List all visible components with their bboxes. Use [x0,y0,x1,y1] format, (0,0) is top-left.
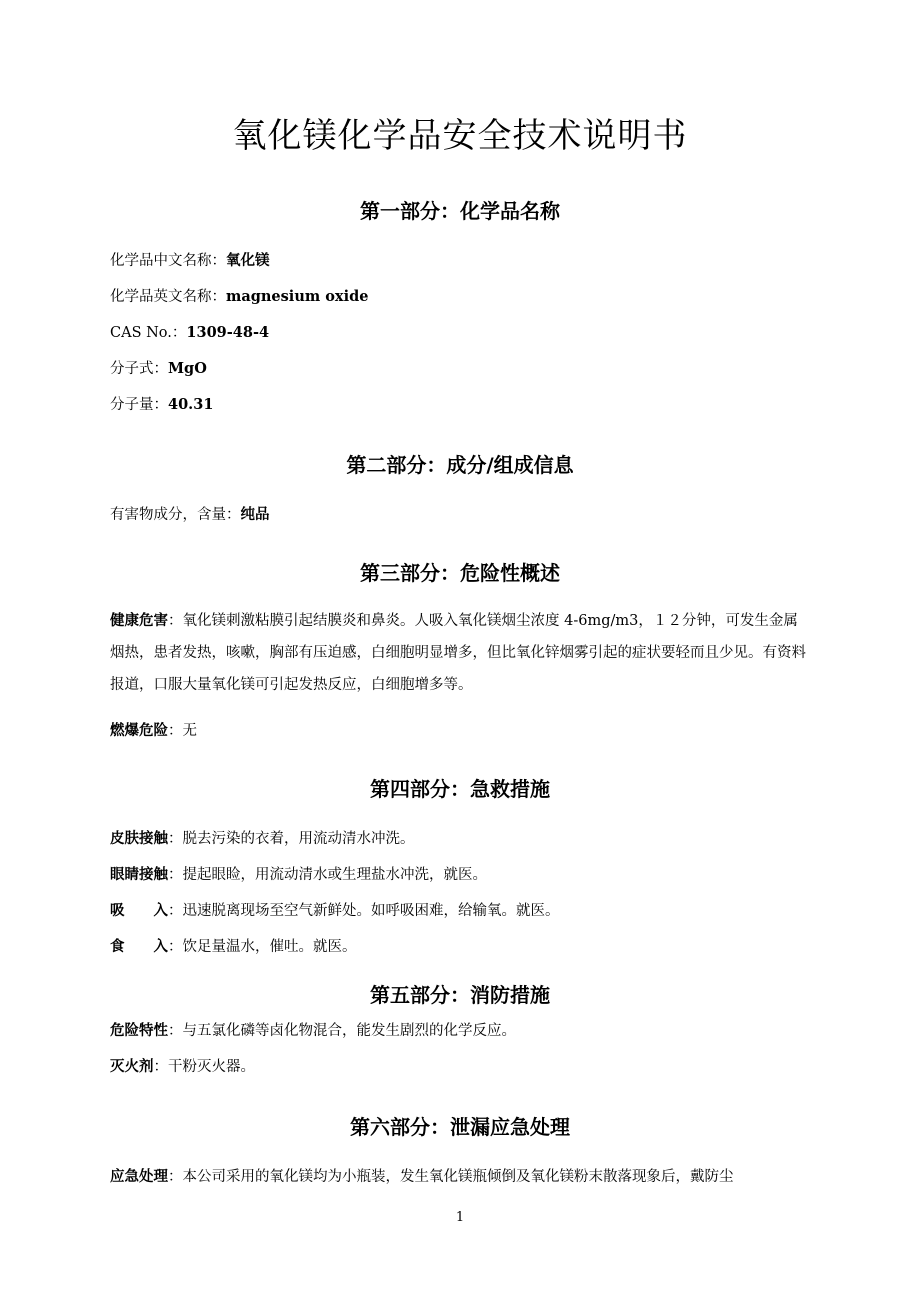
field-value: 40.31 [168,396,214,413]
health-hazard-paragraph [110,605,810,701]
field-value: MgO [168,360,207,377]
field-label: 应急处理 [110,1168,168,1185]
field-text: ：饮足量温水，催吐。就医。 [168,939,357,955]
field-label: 燃爆危险 [110,722,168,739]
field-label: 灭火剂 [110,1058,154,1075]
field-cas [110,323,810,343]
field-label: 皮肤接触 [110,830,168,847]
field-value: 氧化镁 [226,252,270,269]
section-6-heading: 第六部分：泄漏应急处理 [350,1115,570,1139]
field-label: 化学品中文名称： [110,253,226,269]
field-text: ：脱去污染的衣着，用流动清水冲洗。 [168,831,415,847]
field-value: 1309-48-4 [186,324,270,341]
section-4-heading: 第四部分：急救措施 [370,777,550,801]
field-label: 危险特性 [110,1022,168,1039]
section-1-heading: 第一部分：化学品名称 [360,199,560,223]
field-label: 有害物成分，含量： [110,507,241,523]
field-mol-weight [110,395,810,415]
field-label: 眼睛接触 [110,866,168,883]
field-label: 分子式： [110,361,168,377]
fire-hazard-line [110,721,810,741]
field-text: ：无 [168,723,197,739]
field-text: ：与五氯化磷等卤化物混合，能发生剧烈的化学反应。 [168,1023,516,1039]
section-3-heading: 第三部分：危险性概述 [360,561,560,585]
first-aid-ingestion [110,937,810,957]
field-label: 分子量： [110,397,168,413]
document-title: 氧化镁化学品安全技术说明书 [232,116,688,156]
field-label: 健康危害 [110,612,168,629]
fire-characteristics [110,1021,810,1041]
first-aid-skin [110,829,810,849]
first-aid-eyes [110,865,810,885]
field-formula [110,359,810,379]
first-aid-inhalation [110,901,810,921]
field-en-name [110,287,810,307]
page-number: 1 [455,1210,465,1225]
field-cn-name [110,251,810,271]
field-value: magnesium oxide [226,288,369,305]
extinguishing-agent [110,1057,810,1077]
section-2-heading: 第二部分：成分/组成信息 [346,453,574,477]
field-label: CAS No.： [110,325,187,341]
section-5-heading: 第五部分：消防措施 [370,983,550,1007]
field-text: ：本公司采用的氧化镁均为小瓶装，发生氧化镁瓶倾倒及氧化镁粉末散落现象后，戴防尘 [168,1169,734,1185]
field-label: 化学品英文名称： [110,289,226,305]
field-components [110,505,810,525]
emergency-handling [110,1167,810,1187]
field-text: ：提起眼睑，用流动清水或生理盐水冲洗，就医。 [168,867,487,883]
field-label: 食 入 [110,938,168,955]
field-text: ：干粉灭火器。 [153,1059,255,1075]
field-label: 吸 入 [110,902,168,919]
field-text: ：迅速脱离现场至空气新鲜处。如呼吸困难，给输氧。就医。 [168,903,560,919]
field-text: ：氧化镁刺激粘膜引起结膜炎和鼻炎。人吸入氧化镁烟尘浓度 4-6mg/m3，１２分钟，可发生金属烟热，患者发热，咳嗽，胸部有压迫感，白细胞明显增多，但比氧化锌烟雾引起的症状要轻而且少见。有资料报道，口服大量氧化镁可引起发热反应，白细胞增多等。 [110,613,806,693]
field-value: 纯品 [240,506,270,523]
